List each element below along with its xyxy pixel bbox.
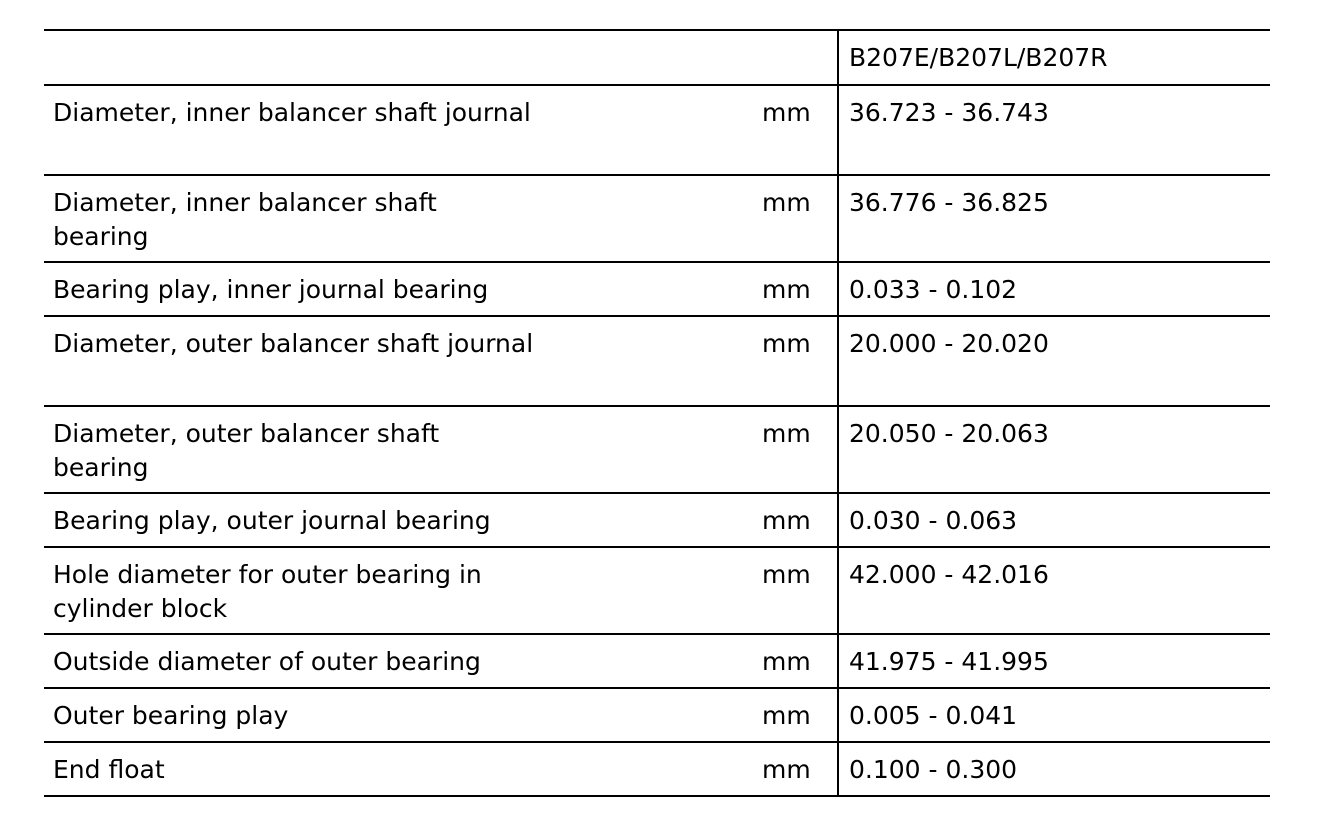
table-row <box>44 85 1270 175</box>
parameter-cell <box>44 742 762 796</box>
unit-cell: mm <box>762 688 838 742</box>
table-row <box>44 547 1270 634</box>
table-row <box>44 406 1270 493</box>
table-row <box>44 634 1270 688</box>
table-row <box>44 262 1270 316</box>
parameter-label: Outer bearing play <box>53 701 289 730</box>
table-row <box>44 316 1270 406</box>
table-row <box>44 688 1270 742</box>
unit-cell: mm <box>762 742 838 796</box>
unit-cell: mm <box>762 493 838 547</box>
parameter-label: Diameter, inner balancer shaft journal <box>53 98 531 127</box>
parameter-cell <box>44 547 762 634</box>
value-cell: 20.050 - 20.063 <box>838 406 1270 493</box>
parameter-cell <box>44 493 762 547</box>
parameter-label: Diameter, outer balancer shaft journal <box>53 329 534 358</box>
parameter-cell <box>44 688 762 742</box>
table-row <box>44 175 1270 262</box>
value-cell: 0.033 - 0.102 <box>838 262 1270 316</box>
unit-cell: mm <box>762 175 838 262</box>
parameter-label: Bearing play, inner journal bearing <box>53 275 489 304</box>
parameter-label: End float <box>53 755 165 784</box>
value-cell: 36.776 - 36.825 <box>838 175 1270 262</box>
parameter-cell <box>44 262 762 316</box>
parameter-label: Bearing play, outer journal bearing <box>53 506 491 535</box>
specification-table <box>44 29 1270 797</box>
value-cell: 0.100 - 0.300 <box>838 742 1270 796</box>
value-cell: 0.005 - 0.041 <box>838 688 1270 742</box>
parameter-cell <box>44 175 762 262</box>
table-row <box>44 493 1270 547</box>
unit-cell: mm <box>762 406 838 493</box>
value-cell: 20.000 - 20.020 <box>838 316 1270 406</box>
unit-cell: mm <box>762 634 838 688</box>
table-row <box>44 742 1270 796</box>
parameter-cell <box>44 406 762 493</box>
unit-cell: mm <box>762 316 838 406</box>
header-parameter-cell <box>44 30 762 85</box>
value-cell: 42.000 - 42.016 <box>838 547 1270 634</box>
unit-cell: mm <box>762 85 838 175</box>
parameter-label: Diameter, inner balancer shaft bearing <box>53 188 437 251</box>
unit-cell: mm <box>762 262 838 316</box>
unit-cell: mm <box>762 547 838 634</box>
value-cell: 41.975 - 41.995 <box>838 634 1270 688</box>
parameter-label: Outside diameter of outer bearing <box>53 647 481 676</box>
parameter-cell <box>44 85 762 175</box>
header-model-cell: B207E/B207L/B207R <box>838 30 1270 85</box>
value-cell: 36.723 - 36.743 <box>838 85 1270 175</box>
parameter-label: Hole diameter for outer bearing in cylinder block <box>53 560 482 623</box>
parameter-cell <box>44 316 762 406</box>
header-unit-cell <box>762 30 838 85</box>
table-header-row <box>44 30 1270 85</box>
parameter-cell <box>44 634 762 688</box>
value-cell: 0.030 - 0.063 <box>838 493 1270 547</box>
parameter-label: Diameter, outer balancer shaft bearing <box>53 419 440 482</box>
